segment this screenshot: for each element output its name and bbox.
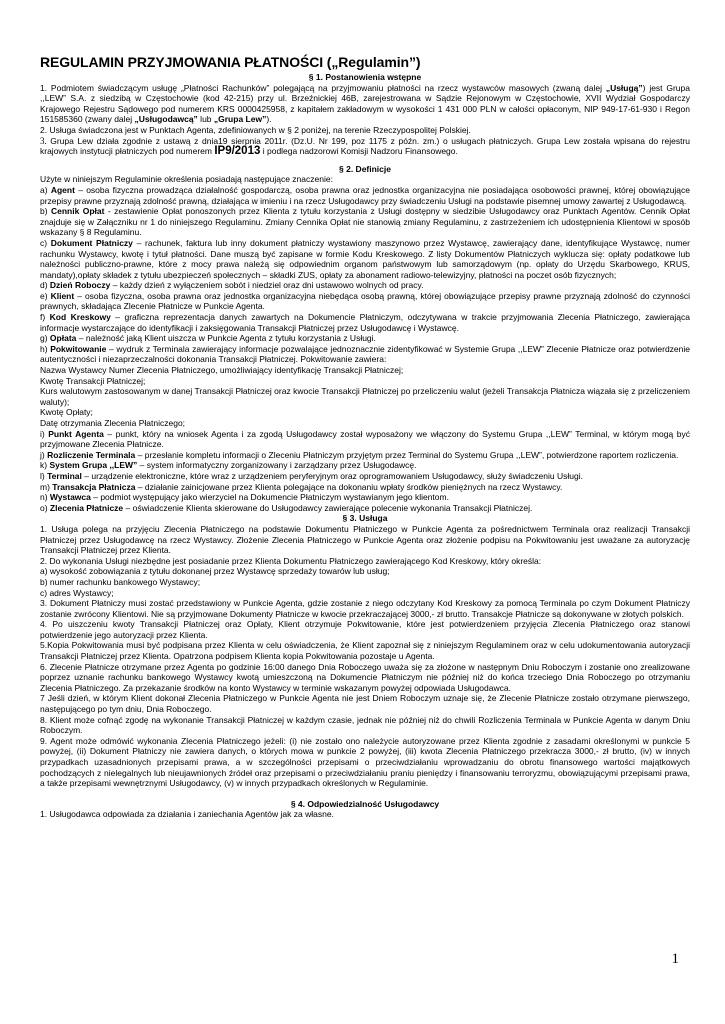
- text-run: a): [40, 184, 51, 195]
- text-run: – rachunek, faktura lub inny dokument płatniczy wystawiony maszynowo przez Wystawcę, zawierający dane, identyfikujące Wystawcę, numer rachunku Wystawcy, kwotę i tytuł płatności. Dane muszą być zapisane w formie Kodu Kreskowego. Z listy Dokumentów Płatniczych wyklucza się: opłaty podatkowe lub należności publiczno-prawne, które z mocy prawa należą się odpowiednim organom państwowym lub samorządowym (np. opłaty do Urzędu Skarbowego, KRUS, mandaty),opłaty składek z tytułu ubezpieczeń społecznych – składki ZUS, opłaty za abonament radiowo-telewizyjny, płatności na poczet osób fizycznych;: [40, 237, 690, 280]
- paragraph: [40, 429, 690, 450]
- paragraph: [40, 185, 690, 206]
- text-run: Użyte w niniejszym Regulaminie określenia posiadają następujące znaczenie:: [40, 174, 333, 185]
- text-run: 2. Usługa świadczona jest w Punktach Agenta, zdefiniowanych w § 2 poniżej, na terenie Rzeczypospolitej Polskiej.: [40, 124, 471, 135]
- bold-term: „Usługodawcą”: [134, 114, 198, 125]
- text-run: – przesłanie kompletu informacji o Zleceniu Płatniczym przyjętym przez Terminal do Systemu Grupa ,,LEW”, potwierdzone raportem rozliczenia.: [135, 449, 679, 460]
- paragraph: [40, 662, 690, 694]
- paragraph: [40, 693, 690, 714]
- text-run: d): [40, 280, 50, 291]
- text-run: – punkt, który na wniosek Agenta i za zgodą Usługodawcy został wyposażony we włączony do Systemu Grupa ,,LEW” Terminal, w którym mogą być przyjmowane Zlecenia Płatnicze.: [40, 428, 690, 450]
- paragraph: [40, 291, 690, 312]
- bold-term: Transakcja Płatnicza: [52, 481, 136, 492]
- text-run: f): [40, 312, 50, 323]
- text-run: ).: [266, 114, 272, 125]
- paragraph: [40, 333, 690, 344]
- text-run: 6. Zlecenie Płatnicze otrzymane przez Agenta po godzinie 16:00 danego Dnia Roboczego uważa się za złożone w następnym Dniu Roboczym i zostanie ono zrealizowane poprzez uznanie rachunku bankowego Wystawcy kwotą umieszczoną na Dokumencie Płatniczym nie później niż do końca trzeciego Dnia Roboczego po otrzymaniu Zlecenia Płatniczego. Za przekazanie środków na konto Wystawcy w terminie wskazanym powyżej odpowiada Usługodawca.: [40, 661, 690, 693]
- text-run: Datę otrzymania Zlecenia Płatniczego;: [40, 418, 186, 428]
- text-run: 1. Podmiotem świadczącym usługę „Płatności Rachunków” polegającą na przyjmowaniu płatności na rzecz wystawców masowych (zwaną dalej: [40, 82, 606, 93]
- text-run: j): [40, 449, 48, 460]
- text-run: – osoba fizyczna, osoba prawna oraz jednostka organizacyjna niebędąca osobą prawną, której obowiązujące przepisy prawne przyznają zdolność do czynności prawnych, składająca Zlecenie Płatnicze w Punkcie Agenta.: [40, 290, 690, 312]
- text-run: 1. Usługodawca odpowiada za działania i zaniechania Agentów jak za własne.: [40, 809, 334, 820]
- paragraph: [40, 598, 690, 619]
- section-spacer: [40, 789, 690, 799]
- paragraph: [40, 566, 690, 577]
- paragraph: [40, 619, 690, 640]
- text-run: k): [40, 460, 50, 471]
- paragraph: [40, 503, 690, 514]
- paragraph: [40, 238, 690, 280]
- text-run: 7 Jeśli dzień, w którym Klient dokonał Zlecenia Płatniczego w Punkcie Agenta nie jest Dniem Roboczym uznaje się, że Zlecenie Płatnicze zostało otrzymane pierwszego, następującego po tym dniu, Dnia Roboczego.: [40, 693, 690, 715]
- paragraph: [40, 174, 690, 185]
- text-run: – należność jaką Klient uiszcza w Punkcie Agenta z tytułu korzystania z Usługi.: [76, 333, 376, 344]
- paragraph: [40, 418, 690, 429]
- text-run: Kurs walutowym zastosowanym w danej Transakcji Płatniczej oraz kwocie Transakcji Płatniczej po przeliczeniu walut (jeżeli Transakcja Płatnicza wiązała się z przeliczeniem waluty);: [40, 386, 690, 407]
- paragraph: [40, 524, 690, 556]
- section-heading: § 4. Odpowiedzialność Usługodawcy: [290, 798, 440, 809]
- bold-term: „Usługą”: [605, 82, 643, 93]
- text-run: 3. Dokument Płatniczy musi zostać przedstawiony w Punkcie Agenta, gdzie zostanie z niego odczytany Kod Kreskowy za pomocą Terminala po czym Dokument Płatniczy zostanie zwrócony Klientowi. Nie są przyjmowane Dokumenty Płatnicze w kwocie przekraczającej 3000,- zł brutto. Transakcje Płatnicze są dokonywane w złotych polskich.: [40, 598, 690, 619]
- paragraph: [40, 471, 690, 482]
- bold-term: Klient: [50, 290, 75, 301]
- text-run: lub: [197, 114, 214, 125]
- text-run: Kwotę Transakcji Płatniczej;: [40, 375, 146, 386]
- text-run: – wydruk z Terminala zawierający informacje pozwalające jednoznacznie zidentyfikować w Systemie Grupa ,,LEW” Zlecenie Płatnicze oraz potwierdzenie autentyczności i niezaprzeczalności dokonania Transakcji Płatniczej. Pokwitowanie zawiera:: [40, 343, 690, 365]
- paragraph: [40, 407, 690, 418]
- section-heading: § 1. Postanowienia wstępne: [308, 72, 422, 82]
- paragraph: [40, 344, 690, 365]
- text-run: e): [40, 290, 51, 301]
- bold-term: Dzień Roboczy: [49, 280, 111, 291]
- paragraph: [40, 715, 690, 736]
- text-run: o): [40, 502, 50, 513]
- text-run: - zestawienie Opłat ponoszonych przez Klienta z tytułu korzystania z Usługi dostępny w siedzibie Usługodawcy oraz Punktach Agentów. Cennik Opłat znajduje się w Załączniku nr 1 do niniejszego Regulaminu. Zmiany Cennika Opłat nie stanowią zmiany Regulaminu, z zastrzeżeniem ich udostępnienia Klientowi w sposób wskazany § 8 Regulaminu.: [40, 206, 690, 238]
- page-number: 1: [671, 951, 679, 967]
- paragraph: [40, 365, 690, 376]
- text-run: – system informatyczny zorganizowany i zarządzany przez Usługodawcę.: [137, 460, 417, 471]
- text-run: 8. Klient może cofnąć zgodę na wykonanie Transakcji Płatniczej w każdym czasie, jednak nie później niż do chwili Rozliczenia Terminala w Punkcie Agenta w danym Dniu Roboczym.: [40, 714, 690, 736]
- bold-term: „Grupa Lew”: [213, 114, 267, 125]
- text-run: 3.: [40, 135, 51, 146]
- text-run: c) adres Wystawcy;: [40, 587, 114, 598]
- bold-term: Opłata: [49, 333, 77, 344]
- text-run: – graficzna reprezentacja danych zawartych na Dokumencie Płatniczym, odczytywana w trakcie przyjmowania Zlecenia Płatniczego, zawierająca informacje wystarczające do identyfikacji i zaksięgowania Transakcji Płatniczej przez Usługodawcę i Wystawcę.: [40, 312, 690, 333]
- bold-term: Dokument Płatniczy: [50, 237, 133, 248]
- text-run: g): [40, 333, 50, 344]
- text-run: i podlega nadzorowi Komisji Nadzoru Finansowego.: [260, 146, 458, 157]
- bold-term: Wystawca: [49, 492, 91, 503]
- paragraph: [40, 386, 690, 407]
- text-run: – podmiot występujący jako wierzyciel na Dokumencie Płatniczym wystawianym jego klientom.: [90, 492, 449, 503]
- text-run: a) wysokość zobowiązania z tytułu dokonanej przez Wystawcę sprzedaży towarów lub usług;: [40, 566, 390, 577]
- text-run: – działanie zainicjowane przez Klienta polegające na dokonaniu wpłaty środków pieniężnych na rzecz Wystawcy.: [135, 481, 563, 492]
- text-run: l): [40, 470, 48, 481]
- text-run: 2. Do wykonania Usługi niezbędne jest posiadanie przez Klienta Dokumentu Płatniczego zawierającego Kod Kreskowy, który określa:: [40, 555, 542, 566]
- text-run: Grupa Lew działa zgodnie z ustawą z dnia19 sierpnia 2011r. (Dz.U. Nr 199, poz 1175 z późn. zm.) o usługach płatniczych. Grupa Lew została wpisana do rejestru krajowych instytucji płatniczych pod numerem: [40, 135, 691, 157]
- paragraph: [40, 280, 690, 291]
- bold-term: Zlecenia Płatnicze: [49, 502, 124, 513]
- text-run: 9. Agent może odmówić wykonania Zlecenia Płatniczego jeżeli: (i) nie zostało ono należycie autoryzowane przez Klienta zgodnie z zasadami określonymi w punkcie 5 powyżej, (ii) Dokument Płatniczy nie zawiera danych, o których mowa w punkcie 2 powyżej, (iii) kwota Zlecenia Płatniczego przekracza 3000,- zł brutto, (iv) w innych przypadkach uzasadnionych przepisami prawa, a w szczególności przepisami o przeciwdziałaniu wprowadzaniu do obrotu finansowego wartości majątkowych pochodzących z nielegalnych lub nieujawnionych źródeł oraz przepisami o przeciwdziałaniu praniu pieniędzy i finansowaniu terroryzmu, obowiązującymi przepisami prawa, a także przepisami wewnętrznymi Usługodawcy, (v) w innych przypadkach określonych w Regulaminie.: [40, 735, 690, 789]
- regulation-document: [40, 54, 690, 820]
- section-heading: § 3. Usługa: [342, 513, 388, 524]
- text-run: h): [40, 343, 51, 354]
- paragraph: [40, 640, 690, 661]
- text-run: 5.Kopia Pokwitowania musi być podpisana przez Klienta w celu oświadczenia, że Klient zapoznał się z niniejszym Regulaminem oraz w celu udokumentowania autoryzacji Transakcji Płatniczej przez Klienta. Opatrzona podpisem Klienta kopia Pokwitowania pozostaje u Agenta.: [40, 640, 690, 662]
- bold-term: Pokwitowanie: [50, 343, 107, 354]
- paragraph: [40, 376, 690, 387]
- text-run: – osoba fizyczna prowadząca działalność gospodarczą, osoba prawna oraz jednostka organizacyjna nie posiadająca osobowości prawnej, której obowiązujące przepisy prawne przyznają zdolność prawną, działająca w imieniu i na rzecz Usługodawcy przy świadczeniu Usługi na podstawie pisemnej umowy zawartej z Usługodawcą.: [40, 184, 691, 206]
- page-title: REGULAMIN PRZYJMOWANIA PŁATNOŚCI („Regulamin”): [40, 54, 421, 70]
- text-run: – każdy dzień z wyłączeniem sobót i niedziel oraz dni ustawowo wolnych od pracy.: [110, 280, 424, 291]
- bold-term: Rozliczenie Terminala: [47, 449, 136, 460]
- bold-term: System Grupa ,,LEW”: [49, 460, 138, 471]
- bold-term: Terminal: [47, 470, 82, 481]
- paragraph: [40, 125, 690, 136]
- text-run: c): [40, 237, 51, 248]
- paragraph: [40, 312, 690, 333]
- text-run: – oświadczenie Klienta skierowane do Usługodawcy zawierające polecenie wykonania Transakcji Płatniczej.: [123, 502, 533, 513]
- paragraph: [40, 206, 690, 238]
- text-run: b): [40, 206, 51, 217]
- registration-number: IP9/2013: [214, 145, 261, 158]
- paragraph: [40, 450, 690, 461]
- paragraph: [40, 588, 690, 599]
- paragraph: [40, 460, 690, 471]
- text-run: b) numer rachunku bankowego Wystawcy;: [40, 576, 201, 587]
- sections-container: [40, 72, 690, 820]
- bold-term: Kod Kreskowy: [49, 312, 111, 323]
- bold-term: Agent: [50, 184, 75, 195]
- section-spacer: [40, 157, 690, 164]
- text-run: m): [40, 481, 53, 492]
- bold-term: Cennik Opłat: [50, 206, 105, 217]
- paragraph: [40, 809, 690, 820]
- paragraph: [40, 736, 690, 789]
- section-heading: § 2. Definicje: [339, 163, 391, 174]
- paragraph: [40, 83, 690, 125]
- text-run: i): [40, 428, 49, 439]
- text-run: n): [40, 492, 50, 503]
- paragraph: [40, 136, 690, 157]
- text-run: Kwotę Opłaty;: [40, 407, 93, 418]
- text-run: 4. Po uiszczeniu kwoty Transakcji Płatniczej oraz Opłaty, Klient otrzymuje Pokwitowanie, które jest potwierdzeniem przyjęcia Zlecenia Płatniczego oraz stanowi potwierdzenie jego autoryzacji przez Klienta.: [40, 619, 690, 640]
- paragraph: [40, 492, 690, 503]
- bold-term: Punkt Agenta: [48, 428, 104, 439]
- paragraph: [40, 577, 690, 588]
- text-run: ) jest Grupa ,,LEW” S.A. z siedzibą w Częstochowie (kod 42-215) przy ul. Brzeźnickiej 46B, zarejestrowana w Sądzie Rejonowym w Częstochowie, XVII Wydział Gospodarczy Krajowego Rejestru Sądowego pod numerem KRS 0000425958, z kapitałem zakładowym w wysokości 1 431 000 PLN w całości opłaconym, NIP 949-17-61-930 i Regon 151585360 (zwany dalej: [40, 82, 690, 125]
- paragraph: [40, 556, 690, 567]
- text-run: – urządzenie elektroniczne, które wraz z urządzeniem peryferyjnym oraz oprogramowaniem Usługodawcy, służy świadczeniu Usługi.: [81, 470, 583, 481]
- text-run: Nazwa Wystawcy Numer Zlecenia Płatniczego, umożliwiający identyfikację Transakcji Płatniczej;: [40, 365, 404, 376]
- paragraph: [40, 482, 690, 493]
- text-run: 1. Usługa polega na przyjęciu Zlecenia Płatniczego na podstawie Dokumentu Płatniczego w Punkcie Agenta za pośrednictwem Terminala oraz realizacji Transakcji Płatniczej przez Usługodawcę na rzecz Wystawcy. Złożenie Zlecenia Płatniczego w Punkcie Agenta oraz złożenie podpisu na Pokwitowaniu jest uważane za autoryzację Transakcji Płatniczej przez Klienta.: [40, 523, 690, 556]
